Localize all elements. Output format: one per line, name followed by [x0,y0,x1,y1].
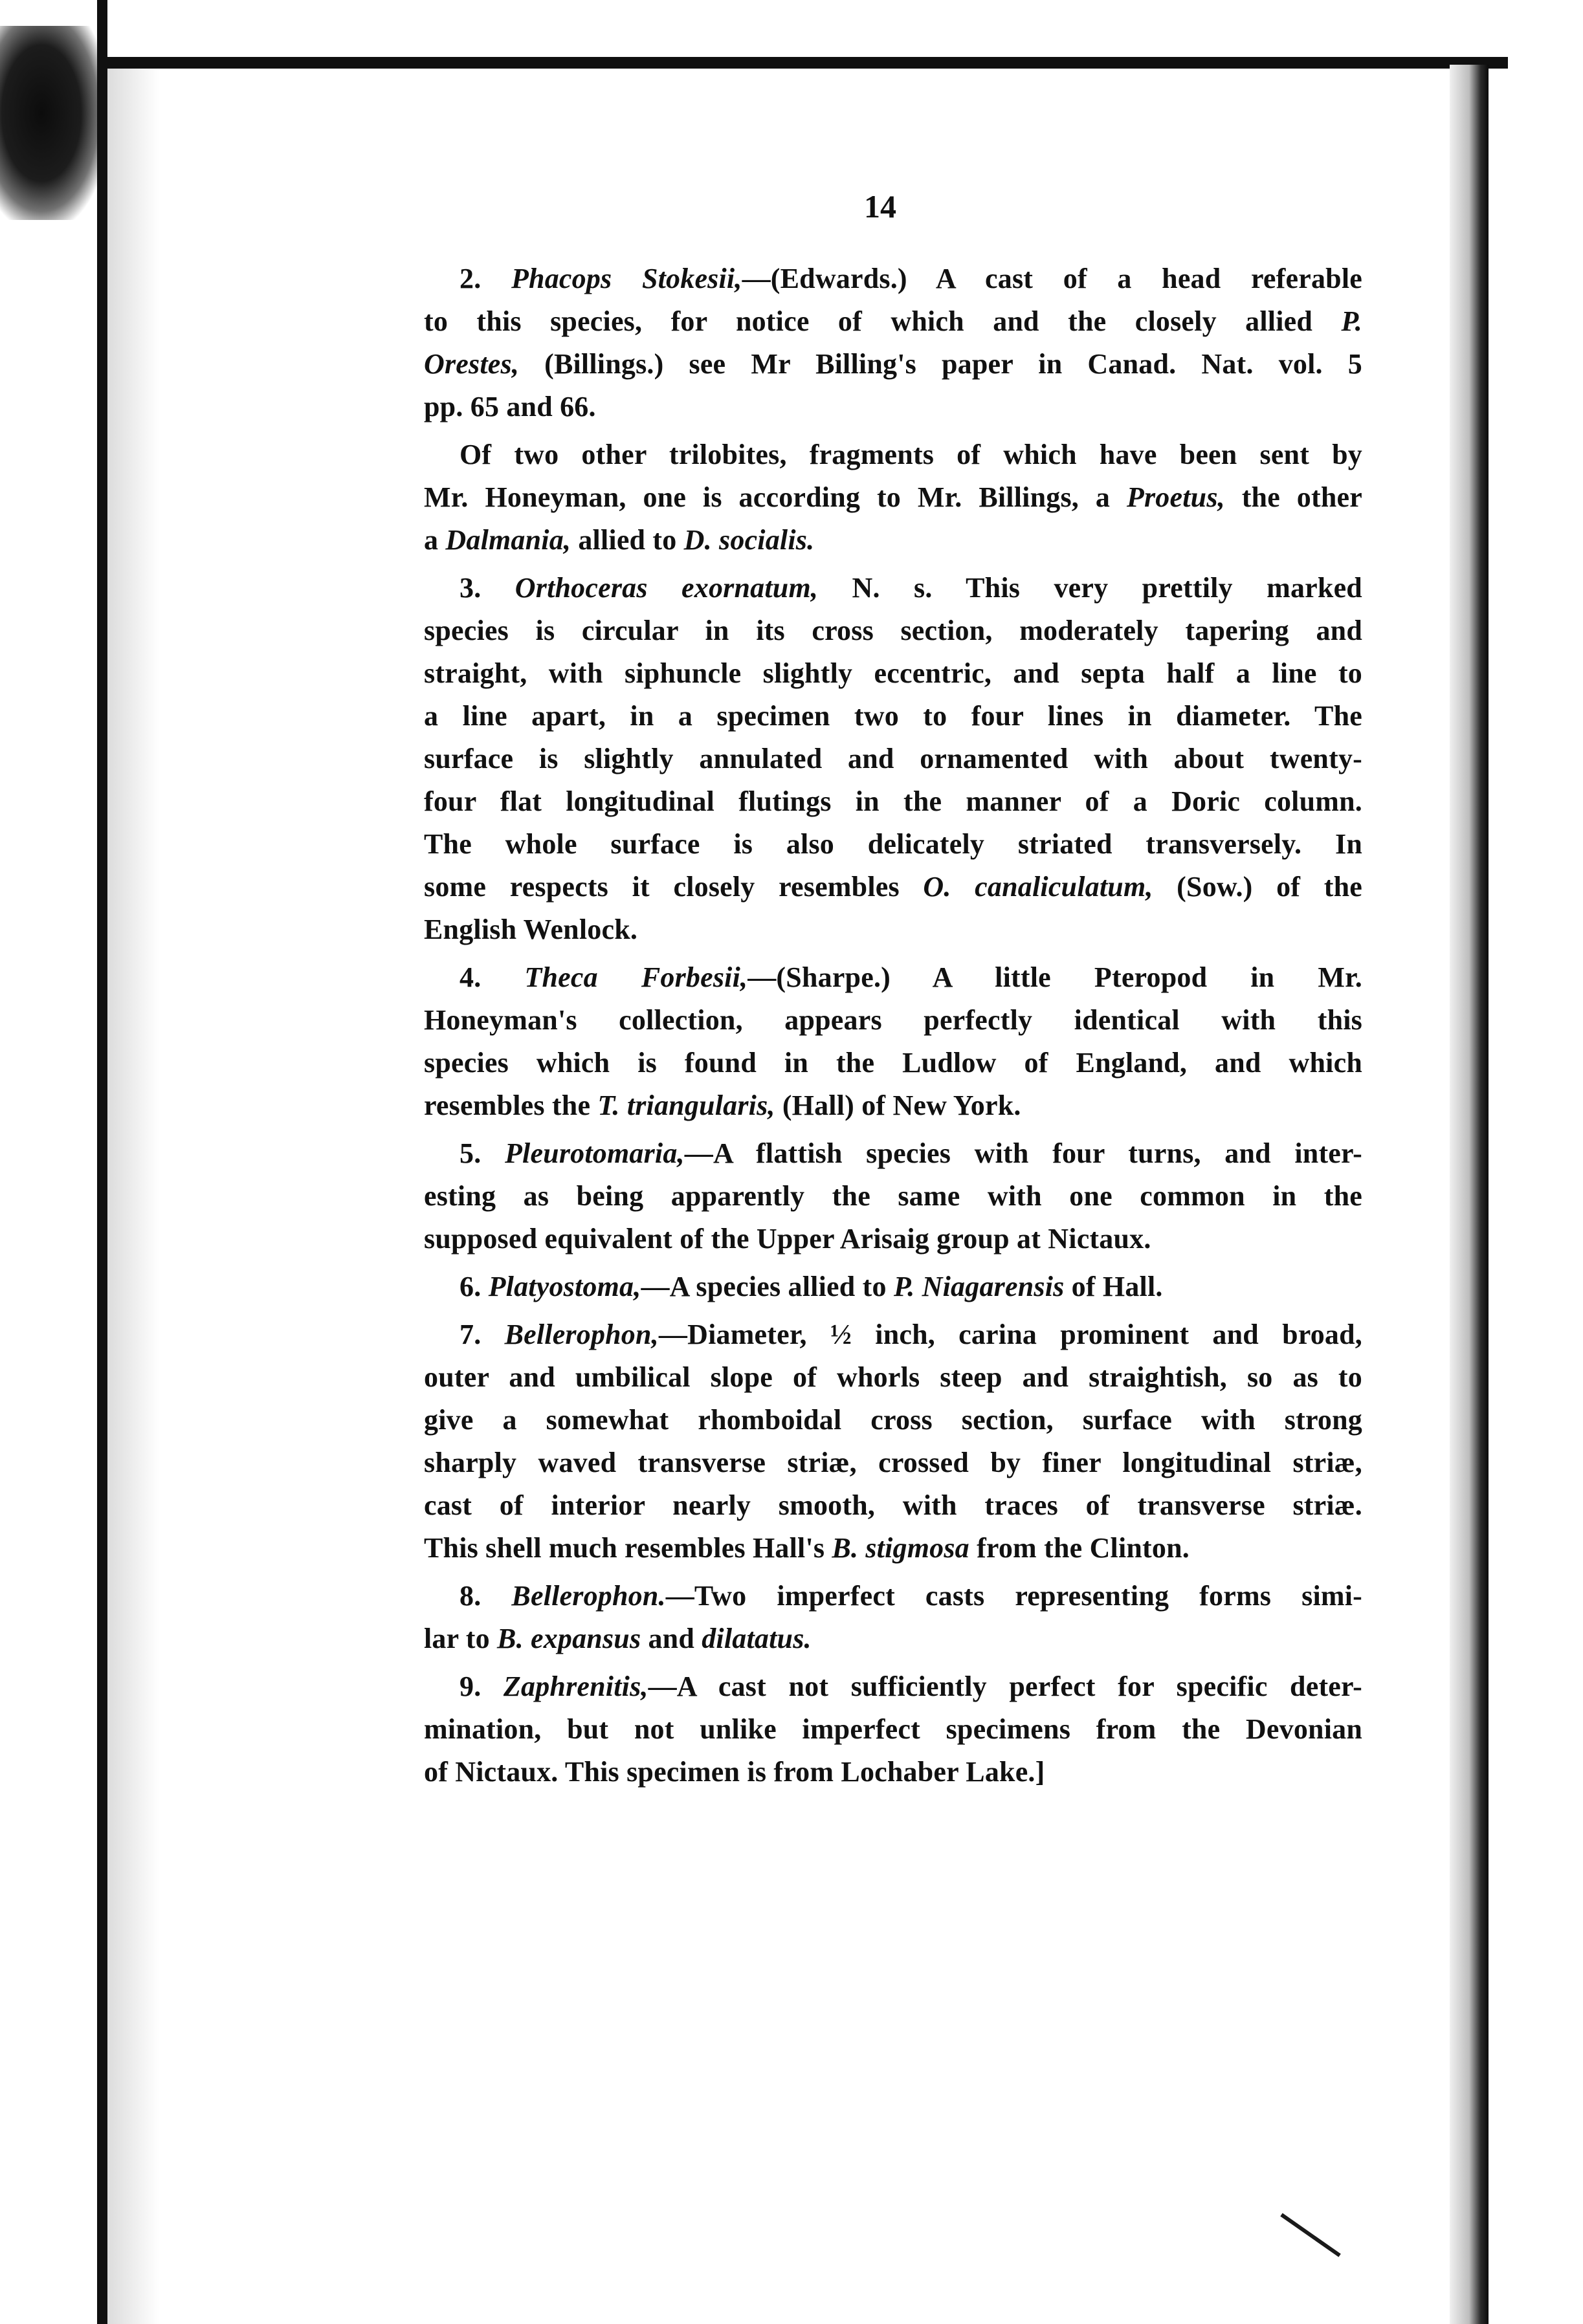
text-run: (Hall) of New York. [775,1090,1021,1121]
text-run: four flat longitudinal flutings in the manner of a Doric column. [424,785,1362,817]
text-line [424,1218,1362,1260]
text-run: and [641,1623,702,1654]
text-run: the other [1224,481,1362,513]
italic-text: O. canaliculatum, [923,871,1153,903]
text-run: 4. [459,961,525,993]
text-run: to this species, for notice of which and the closely allied [424,305,1342,337]
paragraph [424,1132,1362,1260]
text-line [424,609,1362,652]
italic-text: Bellerophon. [511,1580,666,1612]
paragraph-gap [424,1660,1362,1665]
text-line [424,1575,1362,1617]
text-run: N. s. This very prettily marked [818,572,1362,604]
text-run: esting as being apparently the same with one common in the [424,1180,1362,1212]
text-run: species which is found in the Ludlow of England, and which [424,1047,1362,1079]
text-run: lar to [424,1623,498,1654]
text-line [424,866,1362,908]
text-line [424,1751,1362,1793]
text-run: —(Edwards.) A cast of a head referable [742,263,1362,294]
text-run: The whole surface is also delicately striated transversely. In [424,828,1362,860]
text-run: (Sow.) of the [1153,871,1362,903]
text-line [424,1266,1362,1308]
text-line [424,956,1362,999]
text-line [424,519,1362,562]
text-line [424,433,1362,476]
text-run: —A cast not sufficiently perfect for specific deter- [648,1671,1362,1702]
italic-text: Platyostoma, [488,1271,641,1302]
paragraph-gap [424,1260,1362,1266]
text-line [424,1484,1362,1527]
text-line [424,1175,1362,1218]
text-line [424,1313,1362,1356]
page-body-text [424,258,1362,1799]
text-run: 3. [459,572,515,604]
text-line [424,1399,1362,1442]
paragraph-gap [424,1127,1362,1132]
text-run: —Diameter, ½ inch, carina prominent and broad, [658,1319,1362,1350]
text-run: of Nictaux. This specimen is from Lochaber Lake.] [424,1756,1045,1788]
text-line [424,1665,1362,1708]
scan-left-border [97,0,107,2324]
text-run: outer and umbilical slope of whorls steep and straightish, so as to [424,1361,1362,1393]
text-run: a [424,524,446,556]
paragraph [424,956,1362,1127]
italic-text: P. Niagarensis [893,1271,1065,1302]
text-line [424,258,1362,300]
italic-text: Phacops Stokesii, [511,263,742,294]
paragraph [424,258,1362,428]
italic-text: T. triangularis, [597,1090,775,1121]
text-line [424,695,1362,738]
text-line [424,1708,1362,1751]
italic-text: Proetus, [1126,481,1225,513]
page-edge-shadow [1450,65,1489,2324]
text-run: of Hall. [1064,1271,1163,1302]
italic-text: Dalmania, [445,524,571,556]
scan-left-margin [0,0,107,2324]
page-number: 14 [864,188,896,225]
italic-text: P. [1341,305,1362,337]
text-run: —Two imperfect casts representing forms simi- [665,1580,1362,1612]
text-line [424,1617,1362,1660]
text-run: English Wenlock. [424,914,638,945]
paragraph-gap [424,1570,1362,1575]
text-run: straight, with siphuncle slightly eccentric, and septa half a line to [424,657,1362,689]
paragraph-gap [424,951,1362,956]
text-run: cast of interior nearly smooth, with traces of transverse striæ. [424,1489,1362,1521]
text-run: a line apart, in a specimen two to four lines in diameter. The [424,700,1362,732]
text-line [424,476,1362,519]
text-run: This shell much resembles Hall's [424,1532,832,1564]
text-run: resembles the [424,1090,598,1121]
text-run: (Billings.) see Mr Billing's paper in Canad. Nat. vol. 5 [519,348,1362,380]
text-run: 2. [459,263,511,294]
text-run: supposed equivalent of the Upper Arisaig group at Nictaux. [424,1223,1151,1255]
text-line [424,1442,1362,1484]
paragraph [424,1575,1362,1660]
text-run: surface is slightly annulated and ornamented with about twenty- [424,743,1362,774]
text-line [424,1084,1362,1127]
text-run: Honeyman's collection, appears perfectly identical with this [424,1004,1362,1036]
text-run: 8. [459,1580,512,1612]
text-run: 9. [459,1671,504,1702]
text-run: some respects it closely resembles [424,871,924,903]
text-run: 5. [459,1137,505,1169]
text-run: allied to [571,524,684,556]
text-run: Of two other trilobites, fragments of which have been sent by [459,439,1362,470]
paragraph [424,1665,1362,1793]
text-run: pp. 65 and 66. [424,391,596,422]
text-line [424,567,1362,609]
italic-text: Orestes, [424,348,520,380]
text-line [424,300,1362,343]
italic-text: Orthoceras exornatum, [515,572,819,604]
text-run: —A flattish species with four turns, and inter- [684,1137,1362,1169]
text-run: sharply waved transverse striæ, crossed by finer longitudinal striæ, [424,1447,1362,1478]
text-run: —(Sharpe.) A little Pteropod in Mr. [747,961,1362,993]
text-line [424,999,1362,1042]
text-line [424,1356,1362,1399]
text-run: Mr. Honeyman, one is according to Mr. Billings, a [424,481,1127,513]
text-line [424,652,1362,695]
italic-text: Zaphrenitis, [503,1671,648,1702]
italic-text: Pleurotomaria, [504,1137,685,1169]
italic-text: dilatatus. [702,1623,812,1654]
text-run: species is circular in its cross section, moderately tapering and [424,615,1362,646]
paragraph-gap [424,1308,1362,1313]
text-line [424,1042,1362,1084]
text-run: mination, but not unlike imperfect specimens from the Devonian [424,1713,1362,1745]
scan-ink-blot [0,26,104,220]
text-run: 6. [459,1271,489,1302]
paragraph-gap [424,428,1362,433]
text-line [424,386,1362,428]
italic-text: Bellerophon, [504,1319,659,1350]
text-line [424,1527,1362,1570]
text-line [424,908,1362,951]
text-run: give a somewhat rhomboidal cross section, surface with strong [424,1404,1362,1436]
text-run: from the Clinton. [969,1532,1190,1564]
italic-text: B. expansus [497,1623,641,1654]
text-line [424,823,1362,866]
text-run: —A species allied to [641,1271,894,1302]
paragraph-gap [424,1793,1362,1799]
italic-text: B. stigmosa [832,1532,969,1564]
paragraph-gap [424,562,1362,567]
text-line [424,738,1362,780]
text-line [424,780,1362,823]
page-gutter-shadow [107,69,159,2324]
text-run: 7. [459,1319,505,1350]
italic-text: Theca Forbesii, [524,961,748,993]
text-line [424,343,1362,386]
scan-top-border [97,57,1508,69]
italic-text: D. socialis. [683,524,815,556]
paragraph [424,433,1362,562]
text-line [424,1132,1362,1175]
paragraph [424,1313,1362,1570]
paragraph [424,567,1362,951]
paragraph [424,1266,1362,1308]
